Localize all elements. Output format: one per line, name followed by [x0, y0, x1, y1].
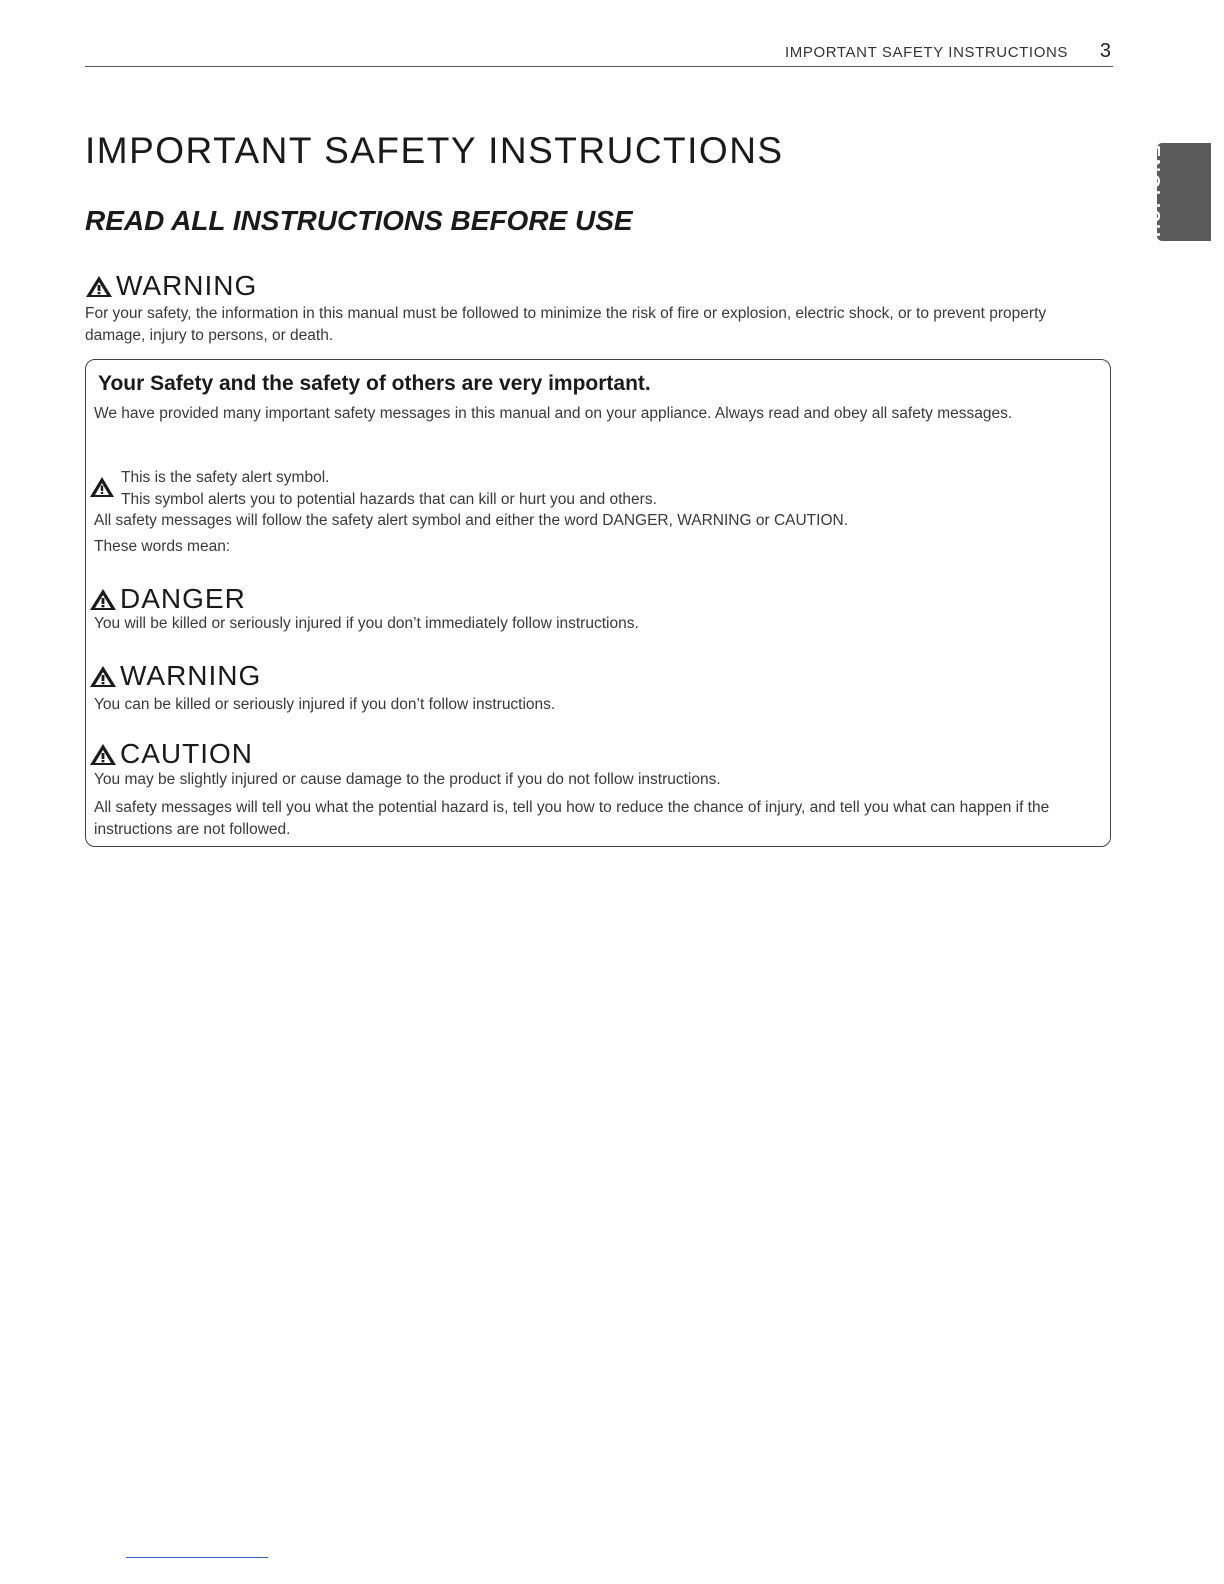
warning-intro-signal-word: WARNING [116, 270, 258, 301]
safety-box-closing-text: All safety messages will tell you what the potential hazard is, tell you how to reduce the chance of injury, and tell you what can happen if the instructions are not followed. [94, 799, 1050, 838]
safety-box-heading: Your Safety and the safety of others are very important. [98, 372, 651, 395]
danger-heading [89, 583, 246, 615]
safety-alert-symbol-icon [89, 476, 115, 498]
page-subtitle: READ ALL INSTRUCTIONS BEFORE USE [85, 205, 633, 236]
caution-signal-word: CAUTION [120, 738, 253, 769]
footer-rule [126, 1557, 268, 1558]
words-mean-text: These words mean: [94, 538, 231, 555]
alert-symbol-line-2: This symbol alerts you to potential hazards that can kill or hurt you and others. [121, 491, 657, 508]
safety-box-intro: We have provided many important safety messages in this manual and on your appliance. Always read and obey all safety messages. [94, 405, 1013, 422]
warning-triangle-icon [89, 664, 117, 688]
running-header [85, 40, 1113, 67]
page-title: IMPORTANT SAFETY INSTRUCTIONS [85, 130, 784, 171]
caution-triangle-icon [89, 742, 117, 766]
warning-signal-word: WARNING [120, 660, 262, 691]
danger-signal-word: DANGER [120, 583, 246, 614]
warning-text: You can be killed or seriously injured if you don’t follow instructions. [94, 696, 556, 713]
page-number: 3 [1099, 40, 1111, 62]
danger-text: You will be killed or seriously injured if you don’t immediately follow instructions. [94, 615, 639, 632]
warning-intro-text: For your safety, the information in this manual must be followed to minimize the risk of fire or explosion, electric shock, or to prevent property damage, injury to persons, or death. [85, 305, 1047, 344]
signal-words-follow-text: All safety messages will follow the safety alert symbol and either the word DANGER, WARNING or CAUTION. [94, 512, 848, 529]
caution-heading [89, 738, 253, 770]
alert-symbol-line-1: This is the safety alert symbol. [121, 469, 330, 486]
warning-intro-heading [85, 270, 257, 302]
language-tab-label: ENGLISH [1143, 144, 1163, 239]
running-header-title: IMPORTANT SAFETY INSTRUCTIONS [785, 44, 1068, 61]
language-tab [1143, 143, 1211, 241]
warning-heading [89, 660, 261, 692]
danger-triangle-icon [89, 587, 117, 611]
warning-triangle-icon [85, 274, 113, 298]
caution-text: You may be slightly injured or cause damage to the product if you do not follow instructions. [94, 771, 721, 788]
